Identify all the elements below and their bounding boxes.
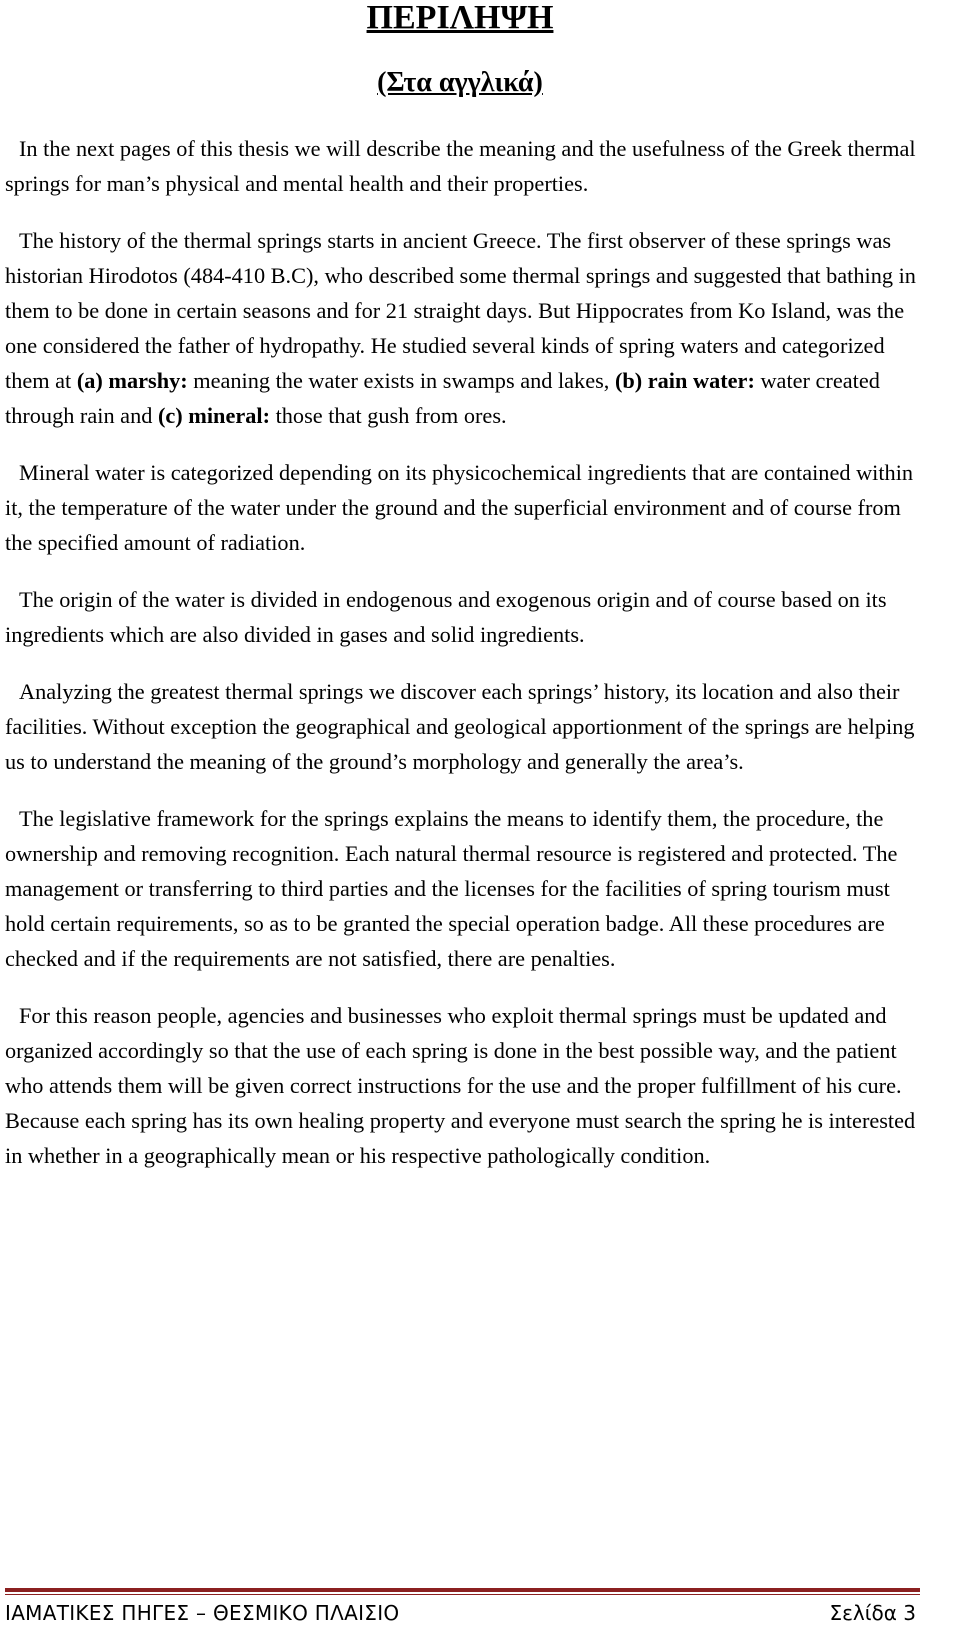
term-rain-water: (b) rain water: bbox=[614, 368, 755, 393]
paragraph-legislation: The legislative framework for the springs explains the means to identify them, the procedure, the ownership and removing recognition. Each natural thermal resource is registered and protected. The management or transferring to third parties and the licenses for the facilities of spring tourism must hold certain requirements, so as to be granted the special operation badge. All these procedures are checked and if the requirements are not satisfied, there are penalties. bbox=[5, 806, 898, 971]
footer-rule-thin bbox=[5, 1594, 920, 1595]
paragraph-origin: The origin of the water is divided in endogenous and exogenous origin and of course based on its ingredients which are also divided in gases and solid ingredients. bbox=[5, 587, 887, 647]
page-subtitle: (Στα αγγλικά) bbox=[377, 67, 543, 98]
paragraph-analysis: Analyzing the greatest thermal springs we discover each springs’ history, its location and also their facilities. Without exception the geographical and geological apportionment of the springs are helping us to understand the meaning of the ground’s morphology and generally the area’s. bbox=[5, 679, 915, 774]
paragraph-history: The history of the thermal springs starts in ancient Greece. The first observer of these springs was historian Hirodotos (484-410 B.C), who described some thermal springs and suggested that bathing in them to be done in certain seasons and for 21 straight days. But Hippocrates from Ko Island, was the one considered the father of hydropathy. He studied several kinds of spring waters and categorized them at (a) marshy: meaning the water exists in swamps and lakes, (b) rain water: water created through rain and (c) mineral: those that gush from ores. bbox=[5, 228, 916, 428]
term-mineral: (c) mineral: bbox=[157, 403, 271, 428]
paragraph-conclusion: For this reason people, agencies and businesses who exploit thermal springs must be updated and organized accordingly so that the use of each spring is done in the best possible way, and the patient who attends them will be given correct instructions for the use and the proper fulfillment of his cure. Because each spring has its own healing property and everyone must search the spring he is interested in whether in a geographically mean or his respective pathologically condition. bbox=[5, 1003, 916, 1168]
page-title: ΠΕΡΙΛΗΨΗ bbox=[366, 0, 554, 36]
abstract-body bbox=[5, 131, 920, 1173]
footer-running-title: ΙΑΜΑΤΙΚΕΣ ΠΗΓΕΣ – ΘΕΣΜΙΚΟ ΠΛΑΙΣΙΟ bbox=[5, 1601, 400, 1625]
term-marshy: (a) marshy: bbox=[76, 368, 188, 393]
footer-rule-thick bbox=[5, 1588, 920, 1592]
footer-page-number: Σελίδα 3 bbox=[829, 1601, 916, 1625]
paragraph-mineral-water: Mineral water is categorized depending on its physicochemical ingredients that are contained within it, the temperature of the water under the ground and the superficial environment and of course from the specified amount of radiation. bbox=[5, 460, 914, 555]
paragraph-intro: In the next pages of this thesis we will describe the meaning and the usefulness of the Greek thermal springs for man’s physical and mental health and their properties. bbox=[5, 136, 916, 196]
